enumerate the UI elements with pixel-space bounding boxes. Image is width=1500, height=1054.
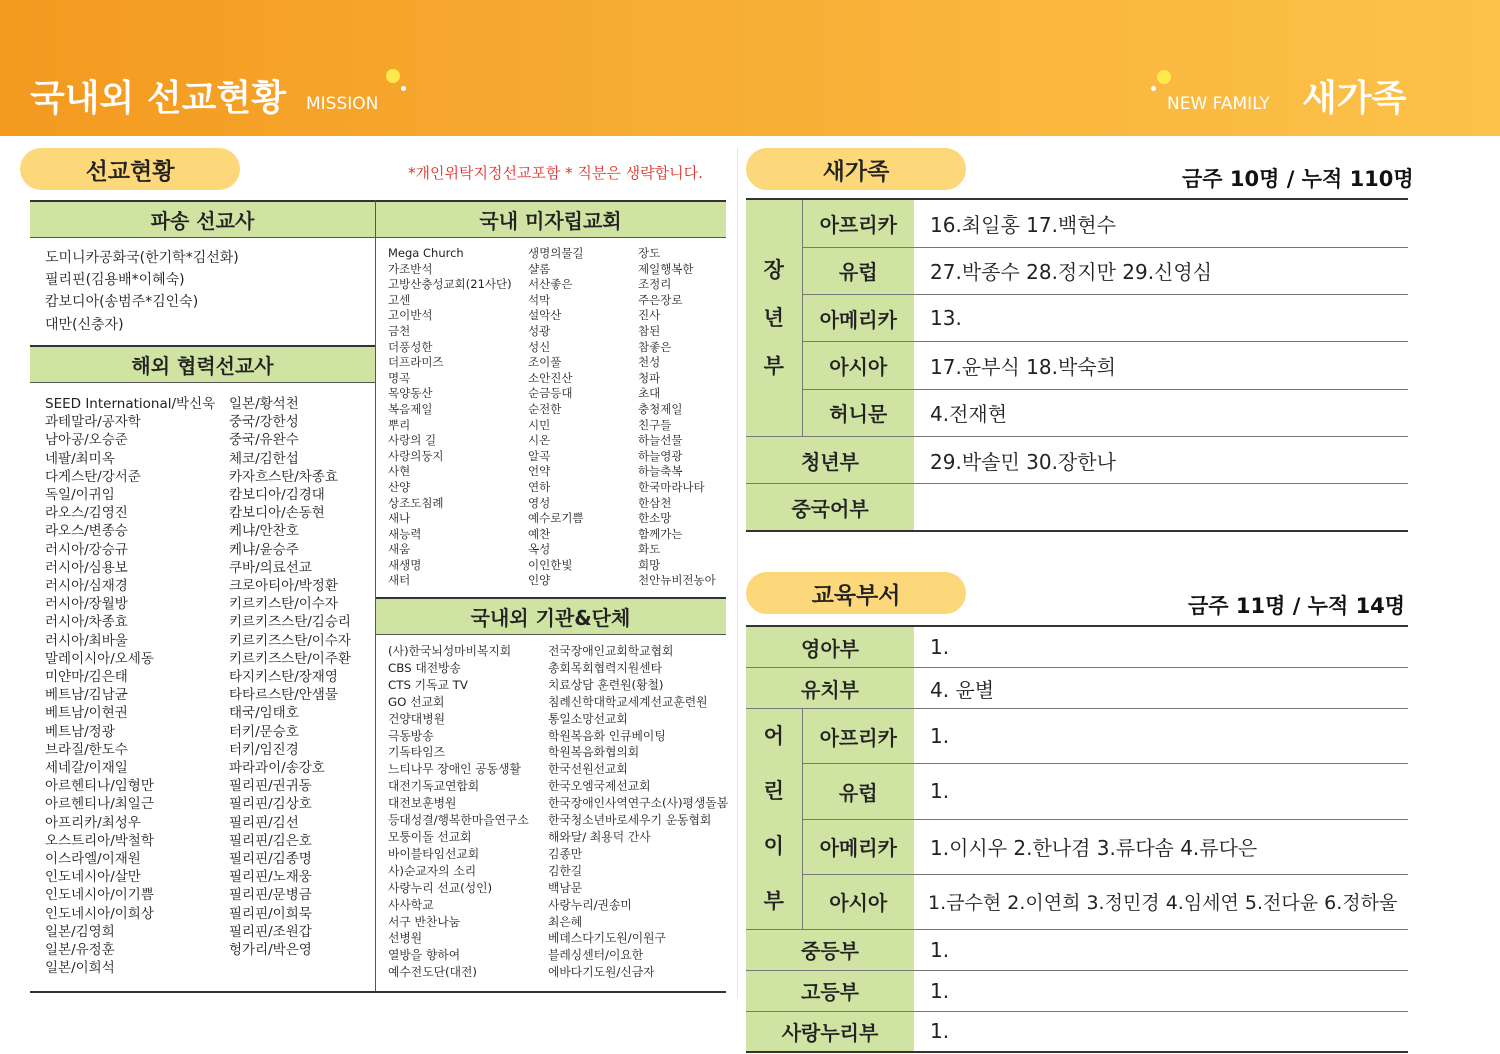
list-item: 러시아/심재경	[45, 578, 128, 595]
list-item: 한국선원선교회	[548, 762, 628, 777]
row-label: 아시아	[802, 342, 914, 389]
list-item: 건양대병원	[388, 711, 445, 726]
list-item: 사현	[388, 464, 411, 479]
list-item: 천안뉴비전농아	[638, 573, 716, 588]
list-item: 필리핀/김상호	[229, 796, 312, 813]
row-label: 고등부	[746, 970, 914, 1011]
list-item: 사랑의 길	[388, 433, 437, 448]
list-item: 참좋은	[638, 339, 672, 354]
table-row	[746, 342, 1408, 389]
row-label: 청년부	[746, 436, 914, 483]
table-row	[746, 627, 1408, 668]
column-divider	[737, 148, 738, 998]
table-row	[746, 668, 1408, 709]
list-item: 시민	[528, 417, 551, 432]
table-row	[746, 819, 1408, 874]
list-item: 주은장로	[638, 292, 683, 307]
organizations-col2	[548, 643, 728, 981]
table-row	[746, 930, 1408, 971]
row-value: 4.전재현	[914, 389, 1408, 436]
list-item: 대전보훈병원	[388, 796, 457, 811]
list-item: 서구 반찬나눔	[388, 914, 461, 929]
list-item: 체코/김한섭	[229, 450, 299, 467]
list-item: 네팔/최미옥	[45, 450, 115, 467]
row-value: 1.	[914, 930, 1408, 971]
row-label: 유치부	[746, 668, 914, 709]
list-item: 필리핀/조원갑	[229, 923, 312, 940]
list-item: 하늘선물	[638, 433, 683, 448]
list-item: 산양	[388, 479, 411, 494]
list-item: 고방산충성교회(21사단)	[388, 277, 512, 292]
list-item: 아르헨티나/최일근	[45, 796, 154, 813]
list-item: 인도네시아/이희상	[45, 905, 154, 922]
list-item: 예수전도단(대전)	[388, 965, 477, 980]
row-label: 아시아	[802, 874, 914, 929]
list-item: 필리핀(김용배*이혜숙)	[45, 272, 185, 289]
row-label: 영아부	[746, 627, 914, 668]
row-value: 1.금수현 2.이연희 3.정민경 4.임세연 5.전다윤 6.정하울	[914, 874, 1408, 929]
list-item: 순전한	[528, 401, 562, 416]
list-item: 모퉁이돌 선교회	[388, 829, 472, 844]
list-item: 김한길	[548, 863, 583, 878]
list-item: 사랑누리/권송미	[548, 897, 632, 912]
list-item: 일본/김영희	[45, 923, 115, 940]
list-item: 러시아/심용보	[45, 559, 128, 576]
list-item: 새능력	[388, 526, 422, 541]
group-label-adults: 장 년 부	[746, 200, 802, 436]
newfamily-header-title: 새가족	[1302, 78, 1407, 119]
decor-dot-icon	[1151, 86, 1156, 91]
list-item: 소안진산	[528, 370, 573, 385]
list-item: 장도	[638, 246, 661, 260]
row-value: 29.박솔민 30.장한나	[914, 436, 1408, 483]
list-item: 복음제일	[388, 401, 433, 416]
list-item: 백남문	[548, 880, 583, 895]
row-value: 27.박종수 28.정지만 29.신영심	[914, 247, 1408, 294]
list-item: 베데스다기도원/이원구	[548, 931, 666, 946]
list-item: 베트남/이현권	[45, 705, 128, 722]
row-value: 1.	[914, 764, 1408, 819]
list-item: 학원복음화협의회	[548, 745, 640, 760]
list-item: 한국오엠국제선교회	[548, 779, 651, 794]
list-item: 필리핀/문병금	[229, 887, 312, 904]
list-item: 한소망	[638, 511, 672, 526]
list-item: 중국/강한성	[229, 414, 299, 431]
row-label: 아메리카	[802, 295, 914, 342]
list-item: 타지키스탄/장재영	[229, 669, 338, 686]
list-item: 키르키즈스탄/이수자	[229, 632, 351, 649]
list-item: 일본/이희석	[45, 960, 115, 977]
list-item: 미얀마/김은태	[45, 669, 128, 686]
list-item: 사랑의둥지	[388, 448, 444, 463]
list-item: 하늘축복	[638, 464, 683, 479]
list-item: 타타르스탄/안샘물	[229, 687, 338, 704]
table-row	[746, 709, 1408, 764]
education-count: 금주 11명 / 누적 14명	[1188, 594, 1406, 618]
list-item: 성신	[528, 339, 551, 354]
decor-dot-icon	[401, 86, 406, 91]
list-item: 이스라엘/이재원	[45, 851, 141, 868]
sent-missionaries-list	[45, 247, 239, 336]
list-item: 천성	[638, 355, 661, 370]
list-item: 명곡	[388, 370, 411, 385]
list-item: 고이반석	[388, 308, 433, 323]
list-item: 석막	[528, 292, 551, 307]
row-label: 허니문	[802, 389, 914, 436]
row-label: 유럽	[802, 764, 914, 819]
table-row	[746, 484, 1408, 531]
row-value: 1.	[914, 627, 1408, 668]
sent-missionaries-heading: 파송 선교사	[30, 200, 375, 238]
table-row	[746, 874, 1408, 929]
list-item: 치료상담 훈련원(황철)	[548, 677, 664, 692]
mission-header-title: 국내외 선교현황	[30, 78, 286, 119]
decor-dot-icon	[1157, 70, 1171, 84]
list-item: 사사학교	[388, 897, 434, 912]
list-item: 김종만	[548, 846, 583, 861]
list-item: 새터	[388, 573, 411, 588]
list-item: 크로아티아/박정환	[229, 578, 338, 595]
list-item: 충청제일	[638, 401, 683, 416]
education-table	[746, 627, 1408, 1053]
list-item: 필리핀/이희묵	[229, 905, 312, 922]
list-item: 대만(신충자)	[45, 316, 124, 333]
list-item: 가조반석	[388, 261, 433, 276]
list-item: 터키/임진경	[229, 741, 299, 758]
list-item: 상조도침례	[388, 495, 444, 510]
list-item: 인도네시아/이기쁨	[45, 887, 154, 904]
list-item: 제일행복한	[638, 261, 694, 276]
education-pill: 교육부서	[746, 572, 966, 614]
list-item: SEED International/박신욱	[45, 396, 216, 412]
list-item: 극동방송	[388, 728, 434, 743]
table-row	[746, 389, 1408, 436]
list-item: 시온	[528, 433, 551, 448]
row-value: 1.	[914, 709, 1408, 764]
list-item: 설악산	[528, 308, 562, 323]
list-item: 사)순교자의 소리	[388, 863, 477, 878]
list-item: 진사	[638, 308, 661, 323]
list-item: 뿌리	[388, 417, 411, 432]
page-header	[0, 0, 1500, 136]
list-item: 서산좋은	[528, 277, 573, 292]
table-row	[746, 1011, 1408, 1052]
list-item: 생명의물길	[528, 246, 584, 260]
list-item: 통일소망선교회	[548, 711, 628, 726]
list-item: 러시아/강승규	[45, 541, 128, 558]
list-item: 사랑누리 선교(성인)	[388, 880, 493, 895]
list-item: 더프라미즈	[388, 355, 444, 370]
list-item: 초대	[638, 386, 661, 401]
list-item: 키르키스탄/이수자	[229, 596, 338, 613]
list-item: 예수로기쁨	[528, 511, 584, 526]
newfamily-table	[746, 200, 1408, 532]
mission-table-divider	[375, 200, 376, 992]
table-row	[746, 247, 1408, 294]
list-item: 참된	[638, 323, 661, 338]
mission-note: *개인위탁지정선교포함 * 직분은 생략합니다.	[408, 164, 703, 182]
list-item: 함께가는	[638, 526, 683, 541]
list-item: 새움	[388, 542, 411, 557]
churches-col1	[388, 246, 512, 589]
list-item: 옥성	[528, 542, 551, 557]
list-item: 헝가리/박은영	[229, 942, 312, 959]
table-row	[746, 295, 1408, 342]
mission-table-bottom-rule	[30, 991, 726, 993]
list-item: 인양	[528, 573, 551, 588]
list-item: 학원복음화 인큐베이팅	[548, 728, 666, 743]
table-row	[746, 970, 1408, 1011]
overseas-partners-heading: 해외 협력선교사	[30, 345, 375, 383]
list-item: 알곡	[528, 448, 551, 463]
list-item: 중국/유완수	[229, 432, 299, 449]
list-item: 아프리카/최성우	[45, 814, 141, 831]
list-item: 세네갈/이재일	[45, 760, 128, 777]
list-item: 에바다기도원/신금자	[548, 965, 655, 980]
row-label: 아메리카	[802, 819, 914, 874]
list-item: 한국장애인사역연구소(사)평생돌봄	[548, 796, 729, 811]
list-item: 말레이시아/오세동	[45, 650, 154, 667]
list-item: 하늘영광	[638, 448, 683, 463]
list-item: 바이블타임선교회	[388, 846, 480, 861]
domestic-churches-heading: 국내 미자립교회	[375, 200, 726, 238]
overseas-partners-col1	[45, 395, 215, 978]
list-item: 필리핀/김종명	[229, 851, 312, 868]
list-item: 친구들	[638, 417, 672, 432]
list-item: 일본/황석천	[229, 396, 299, 412]
list-item: 총회목회협력지원센타	[548, 660, 662, 675]
list-item: CTS 기독교 TV	[388, 677, 468, 692]
list-item: 더풍성한	[388, 339, 433, 354]
list-item: 라오스/김영진	[45, 505, 128, 522]
list-item: 필리핀/김은호	[229, 832, 312, 849]
list-item: (사)한국뇌성마비복지회	[388, 644, 512, 658]
row-value: 16.최일홍 17.백현수	[914, 200, 1408, 247]
list-item: 필리핀/권귀동	[229, 778, 312, 795]
list-item: 청파	[638, 370, 661, 385]
list-item: 언약	[528, 464, 551, 479]
row-label: 중등부	[746, 930, 914, 971]
list-item: 새나	[388, 511, 411, 526]
list-item: 베트남/정광	[45, 723, 115, 740]
list-item: 블레싱센터/이요한	[548, 948, 644, 963]
list-item: 최은혜	[548, 914, 583, 929]
list-item: 라오스/변종승	[45, 523, 128, 540]
table-row	[746, 764, 1408, 819]
list-item: 과테말라/공자학	[45, 414, 141, 431]
list-item: 새생명	[388, 557, 422, 572]
row-label: 사랑누리부	[746, 1011, 914, 1052]
row-value: 13.	[914, 295, 1408, 342]
row-label: 유럽	[802, 247, 914, 294]
list-item: 조정리	[638, 277, 672, 292]
list-item: 일본/유정훈	[45, 942, 115, 959]
list-item: 전국장애인교회학교협회	[548, 644, 674, 658]
list-item: 한삼천	[638, 495, 672, 510]
list-item: 예찬	[528, 526, 551, 541]
list-item: 러시아/최바울	[45, 632, 128, 649]
list-item: 오스트리아/박철학	[45, 832, 154, 849]
list-item: 목양동산	[388, 386, 433, 401]
list-item: 대전기독교연합회	[388, 779, 480, 794]
list-item: 느티나무 장애인 공동생활	[388, 762, 521, 777]
list-item: 아르헨티나/임형만	[45, 778, 154, 795]
list-item: 인도네시아/살만	[45, 869, 141, 886]
list-item: Mega Church	[388, 246, 464, 260]
list-item: 선병원	[388, 931, 423, 946]
list-item: GO 선교회	[388, 694, 445, 709]
list-item: 연하	[528, 479, 551, 494]
list-item: 키르키즈스탄/김승리	[229, 614, 351, 631]
list-item: 키르키즈스탄/이주환	[229, 650, 351, 667]
table-row	[746, 436, 1408, 483]
list-item: 금천	[388, 323, 411, 338]
list-item: 성광	[528, 323, 551, 338]
list-item: 쿠바/의료선교	[229, 559, 312, 576]
list-item: 베트남/김남균	[45, 687, 128, 704]
list-item: 희망	[638, 557, 661, 572]
list-item: 화도	[638, 542, 661, 557]
churches-col2	[528, 246, 584, 589]
row-value: 1.이시우 2.한나겸 3.류다솜 4.류다은	[914, 819, 1408, 874]
list-item: 침례신학대학교세계선교훈련원	[548, 694, 708, 709]
list-item: 기독타임즈	[388, 745, 445, 760]
list-item: 열방을 향하여	[388, 948, 461, 963]
list-item: 순금등대	[528, 386, 573, 401]
list-item: 캄보디아/김경대	[229, 487, 325, 504]
list-item: 한국마라나타	[638, 479, 705, 494]
list-item: 캄보디아/손동현	[229, 505, 325, 522]
table-row	[746, 200, 1408, 247]
list-item: 터키/문승호	[229, 723, 299, 740]
row-value: 1.	[914, 1011, 1408, 1052]
churches-col3	[638, 246, 716, 589]
list-item: 브라질/한도수	[45, 741, 128, 758]
mission-header-subtitle: MISSION	[306, 94, 379, 114]
list-item: 파라과이/송강호	[229, 760, 325, 777]
row-label: 중국어부	[746, 484, 914, 531]
list-item: 러시아/차종효	[45, 614, 128, 631]
row-label: 아프리카	[802, 709, 914, 764]
list-item: 샬롬	[528, 261, 551, 276]
overseas-partners-col2	[229, 395, 351, 959]
group-label-children: 어 린 이 부	[746, 709, 802, 930]
decor-dot-icon	[386, 69, 400, 83]
list-item: 등대성결/행복한마을연구소	[388, 813, 529, 828]
list-item: 영성	[528, 495, 551, 510]
row-value: 17.윤부식 18.박숙희	[914, 342, 1408, 389]
newfamily-pill: 새가족	[746, 148, 966, 190]
list-item: 필리핀/김선	[229, 814, 299, 831]
list-item: 다게스탄/강서준	[45, 468, 141, 485]
list-item: CBS 대전방송	[388, 660, 461, 675]
row-value: 4. 윤별	[914, 668, 1408, 709]
list-item: 독일/이귀임	[45, 487, 115, 504]
row-label: 아프리카	[802, 200, 914, 247]
list-item: 러시아/장월방	[45, 596, 128, 613]
newfamily-count: 금주 10명 / 누적 110명	[1182, 167, 1414, 191]
row-value	[914, 484, 1408, 531]
list-item: 케냐/윤승주	[229, 541, 299, 558]
list-item: 카자흐스탄/차종효	[229, 468, 338, 485]
row-value: 1.	[914, 970, 1408, 1011]
list-item: 태국/임태호	[229, 705, 299, 722]
list-item: 남아공/오승준	[45, 432, 128, 449]
list-item: 한국청소년바로세우기 운동협회	[548, 813, 712, 828]
mission-pill: 선교현황	[20, 148, 240, 190]
list-item: 캄보디아(송범주*김인숙)	[45, 294, 199, 311]
newfamily-header-subtitle: NEW FAMILY	[1167, 94, 1270, 114]
list-item: 해와달/ 최용덕 간사	[548, 829, 651, 844]
list-item: 고센	[388, 292, 411, 307]
list-item: 조이풀	[528, 355, 562, 370]
list-item: 필리핀/노재웅	[229, 869, 312, 886]
list-item: 이인한빛	[528, 557, 573, 572]
list-item: 케냐/안찬호	[229, 523, 299, 540]
organizations-heading: 국내외 기관&단체	[375, 597, 726, 635]
list-item: 도미니카공화국(한기학*김선화)	[45, 250, 239, 266]
organizations-col1	[388, 643, 529, 981]
